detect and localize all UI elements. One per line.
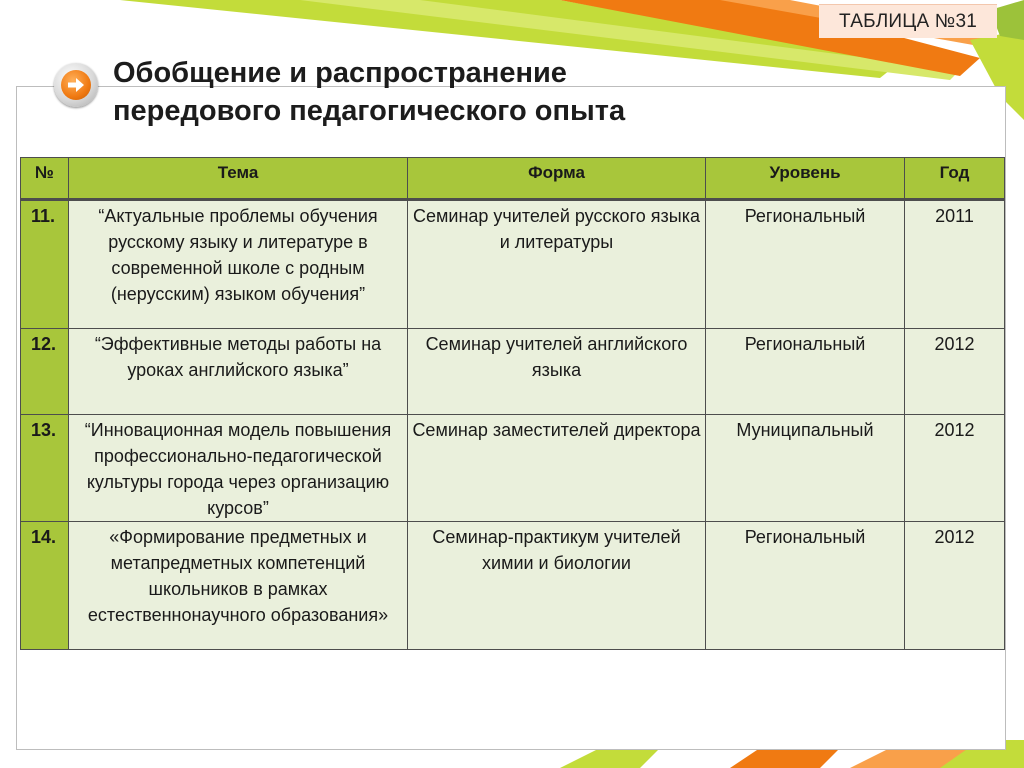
next-slide-button[interactable] xyxy=(54,63,98,107)
row-form: Семинар учителей русского языка и литературы xyxy=(408,200,706,329)
page-title-line-1: Обобщение и распространение xyxy=(113,57,567,89)
row-form: Семинар заместителей директора xyxy=(408,415,706,522)
header-year: Год xyxy=(905,158,1005,200)
bottom-lime-stripe xyxy=(560,748,660,768)
table-header-row xyxy=(21,158,1005,200)
row-year: 2012 xyxy=(905,329,1005,415)
row-year: 2012 xyxy=(905,522,1005,650)
experience-table xyxy=(20,157,1005,650)
row-topic: “Эффективные методы работы на уроках английского языка” xyxy=(69,329,408,415)
table-row xyxy=(21,415,1005,522)
header-topic: Тема xyxy=(69,158,408,200)
row-topic: “Инновационная модель повышения профессионально-педагогической культуры города через организацию курсов” xyxy=(69,415,408,522)
row-year: 2011 xyxy=(905,200,1005,329)
row-number: 13. xyxy=(21,415,69,522)
page-title-line-2: передового педагогического опыта xyxy=(113,95,626,127)
header-number: № xyxy=(21,158,69,200)
row-topic: «Формирование предметных и метапредметных компетенций школьников в рамках естественнонаучного образования» xyxy=(69,522,408,650)
row-form: Семинар-практикум учителей химии и биологии xyxy=(408,522,706,650)
table-row xyxy=(21,329,1005,415)
header-form: Форма xyxy=(408,158,706,200)
row-level: Муниципальный xyxy=(706,415,905,522)
row-topic: “Актуальные проблемы обучения русскому языку и литературе в современной школе с родным (нерусским) языком обучения” xyxy=(69,200,408,329)
row-level: Региональный xyxy=(706,329,905,415)
row-number: 11. xyxy=(21,200,69,329)
table-row xyxy=(21,200,1005,329)
row-number: 14. xyxy=(21,522,69,650)
row-level: Региональный xyxy=(706,200,905,329)
row-number: 12. xyxy=(21,329,69,415)
row-year: 2012 xyxy=(905,415,1005,522)
table-row xyxy=(21,522,1005,650)
row-form: Семинар учителей английского языка xyxy=(408,329,706,415)
bottom-orange-stripe xyxy=(730,748,840,768)
header-level: Уровень xyxy=(706,158,905,200)
row-level: Региональный xyxy=(706,522,905,650)
page-title xyxy=(113,54,813,130)
table-label: ТАБЛИЦА №31 xyxy=(819,4,997,38)
arrow-right-icon xyxy=(67,77,85,93)
